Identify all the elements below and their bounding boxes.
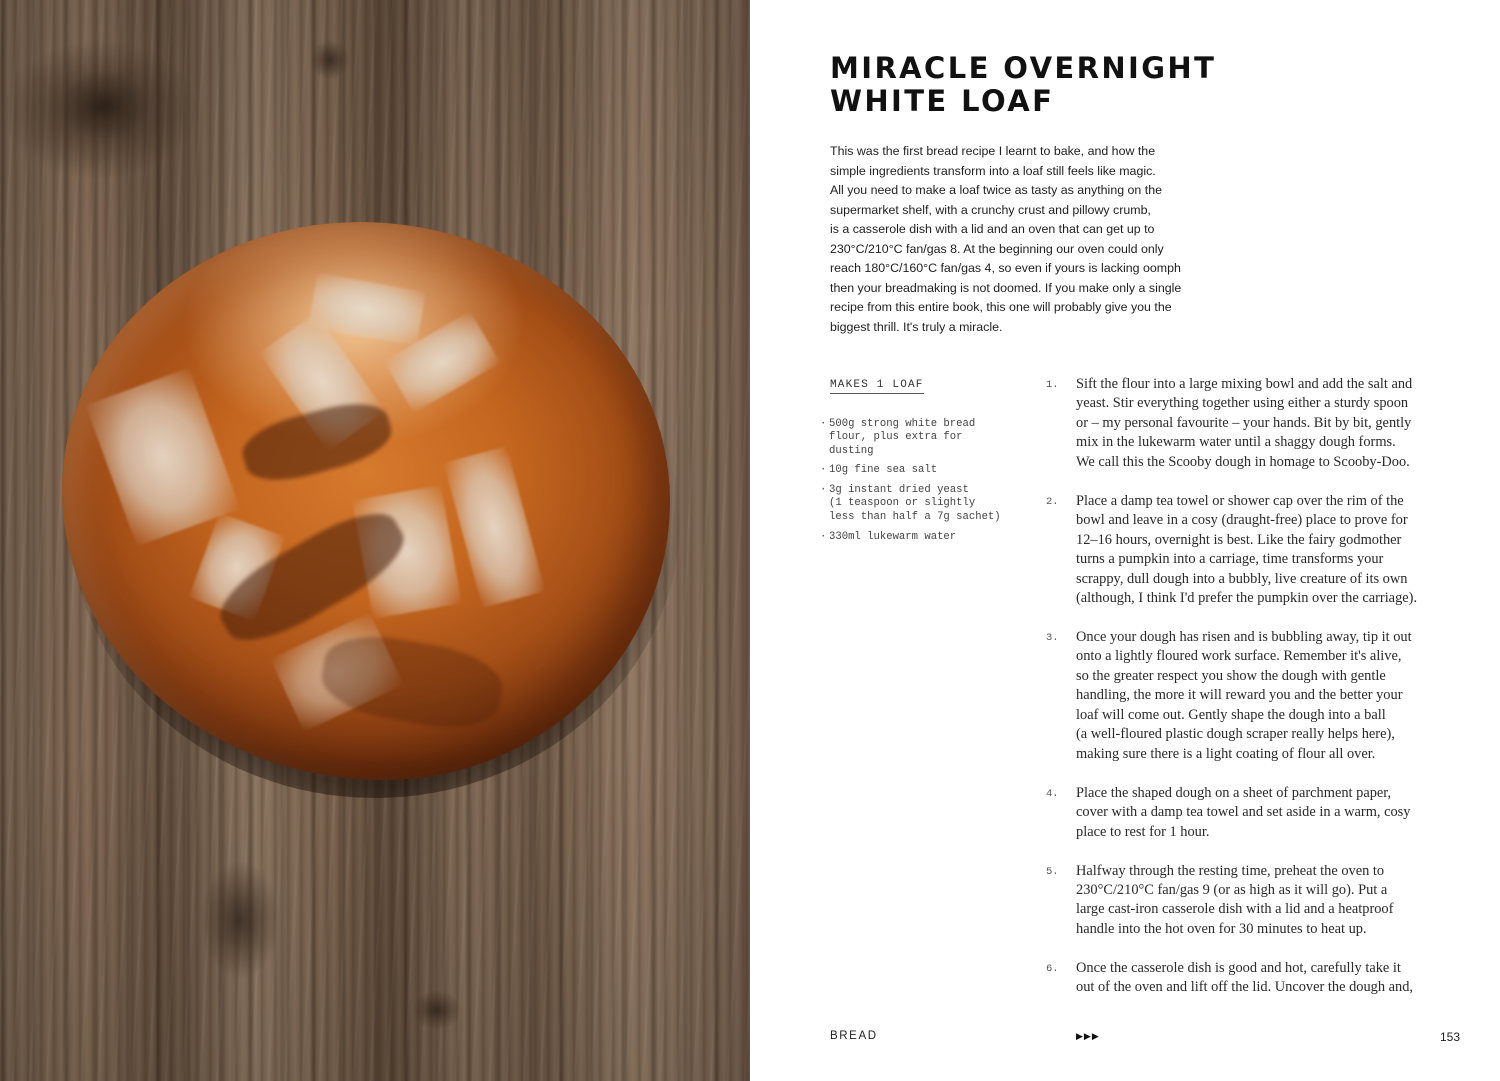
intro-line: All you need to make a loaf twice as tasty as anything on the	[830, 183, 1162, 197]
page-number: 153	[1440, 1030, 1461, 1044]
intro-line: recipe from this entire book, this one will probably give you the	[830, 300, 1172, 314]
intro-line: This was the first bread recipe I learnt to bake, and how the	[830, 144, 1156, 158]
bullet-icon: ·	[820, 464, 827, 477]
intro-line: supermarket shelf, with a crunchy crust and pillowy crumb,	[830, 202, 1151, 217]
intro-line: is a casserole dish with a lid and an oven that can get up to	[830, 222, 1155, 236]
method-step: 5. Halfway through the resting time, preheat the oven to 230°C/210°C fan/gas 9 (or as high as it will go). Put a large cast-iron casserole dish with a lid and a heatproof handle into the hot oven for 30 minutes to heat up.	[1046, 862, 1394, 937]
step-number: 3.	[1046, 631, 1059, 644]
method-step: 3. Once your dough has risen and is bubbling away, tip it out onto a lightly floured work surface. Remember it's alive, so the greater respect you show the dough with gentle handling, the more it will reward you and the better your loaf will come out. Gently shape the dough into a ball (a well-floured plastic dough scraper really helps here), making sure there is a light coating of flour all over.	[1046, 628, 1412, 762]
intro-line: 230°C/210°C fan/gas 8. At the beginning our oven could only	[830, 241, 1164, 256]
method-step: 1. Sift the flour into a large mixing bowl and add the salt and yeast. Stir everything together using either a sturdy spoon or – my personal favourite – your hands. Bit by bit, gently mix in the lukewarm water until a shaggy dough forms. We call this the Scooby dough in homage to Scooby-Doo.	[1046, 376, 1413, 470]
ingredient-item: · 10g fine sea salt	[820, 464, 938, 477]
title-line: MIRACLE OVERNIGHT	[830, 51, 1217, 85]
method-step: 4. Place the shaped dough on a sheet of parchment paper, cover with a damp tea towel and set aside in a warm, cosy place to rest for 1 hour.	[1046, 784, 1411, 840]
crust-score	[316, 627, 507, 737]
step-number: 6.	[1046, 962, 1059, 975]
step-number: 5.	[1046, 865, 1059, 878]
bullet-icon: ·	[820, 530, 827, 543]
ingredient-item: · 3g instant dried yeast (1 teaspoon or slightly less than half a 7g sachet)	[820, 484, 1001, 523]
bullet-icon: ·	[820, 484, 827, 497]
recipe-intro	[830, 142, 1230, 337]
step-number: 1.	[1046, 379, 1059, 391]
method-step: 6. Once the casserole dish is good and hot, carefully take it out of the oven and lift off the lid. Uncover the dough and,	[1046, 959, 1414, 996]
step-number: 2.	[1046, 495, 1059, 508]
intro-line: simple ingredients transform into a loaf still feels like magic.	[830, 163, 1156, 178]
intro-line: biggest thrill. It's truly a miracle.	[830, 319, 1003, 334]
method-step: 2. Place a damp tea towel or shower cap over the rim of the bowl and leave in a cosy (draught-free) place to prove for 12–16 hours, overnight is best. Like the fairy godmother turns a pumpkin into a carriage, time transforms your scrappy, dull dough into a bubbly, live creature of its own (although, I think I'd prefer the pumpkin over the carriage).	[1046, 492, 1418, 607]
intro-line: then your breadmaking is not doomed. If you make only a single	[830, 280, 1182, 295]
intro-line: reach 180°C/160°C fan/gas 4, so even if yours is lacking oomph	[830, 261, 1181, 275]
section-label: BREAD	[830, 1030, 878, 1042]
method-steps	[1046, 375, 1476, 1017]
continue-arrows-icon: ▶▶▶	[1076, 1031, 1100, 1041]
recipe-yield: MAKES 1 LOAF	[830, 379, 924, 394]
ingredient-list	[820, 418, 1020, 550]
ingredient-item: · 500g strong white bread flour, plus extra for dusting	[820, 418, 976, 457]
title-line: WHITE LOAF	[830, 84, 1055, 118]
recipe-title	[830, 52, 1216, 118]
flour-dusting	[444, 446, 546, 608]
step-number: 4.	[1046, 787, 1059, 800]
bullet-icon: ·	[820, 418, 827, 430]
ingredient-item: · 330ml lukewarm water	[820, 530, 957, 543]
